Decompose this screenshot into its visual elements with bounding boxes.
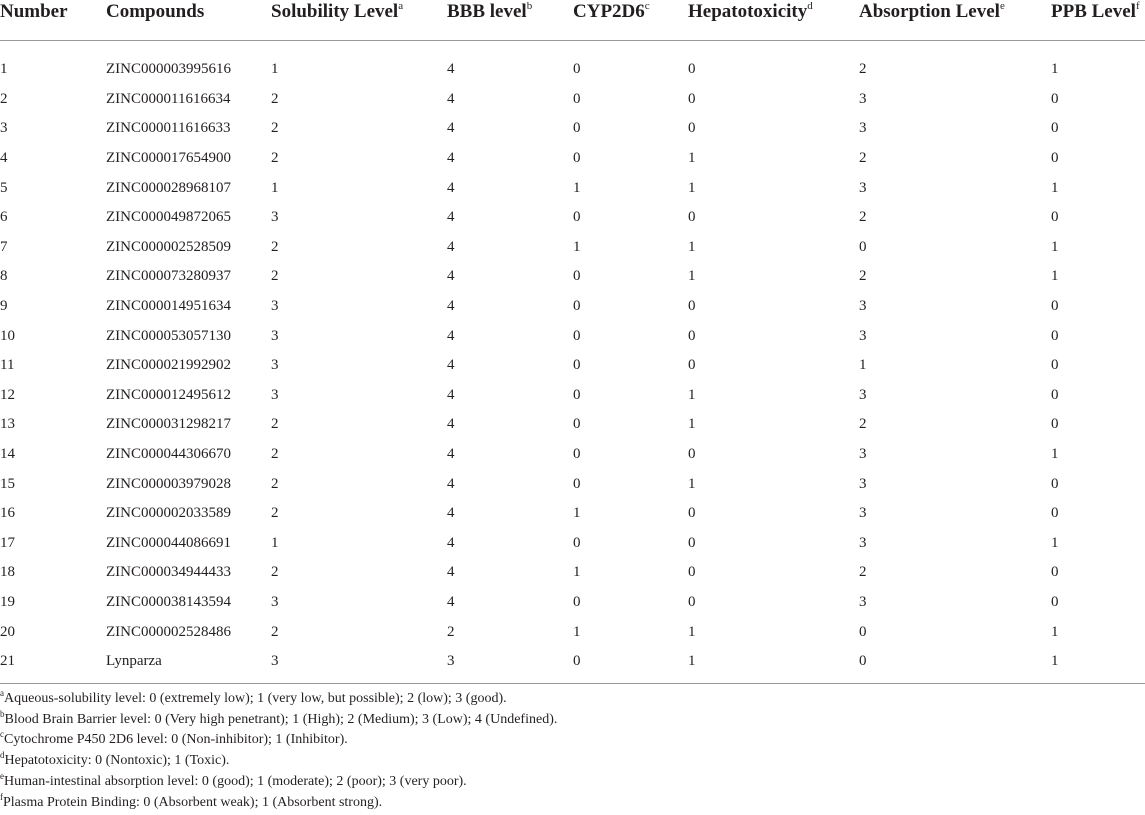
- table-cell: 13: [0, 416, 15, 433]
- compound-cell: ZINC000034944433: [106, 564, 231, 581]
- compound-cell: ZINC000003979028: [106, 475, 231, 492]
- table-cell: 3: [271, 593, 279, 610]
- table-cell: 4: [447, 209, 455, 226]
- table-row: [0, 440, 1145, 470]
- table-cell: 4: [447, 298, 455, 315]
- table-cell: 3: [859, 446, 867, 463]
- table-cell: 2: [271, 150, 279, 167]
- table-row: [0, 262, 1145, 292]
- table-cell: 1: [0, 61, 8, 78]
- column-header-label: Compounds: [106, 1, 205, 22]
- footnote-marker: d: [807, 0, 813, 12]
- table-body: [0, 41, 1145, 687]
- table-cell: 3: [859, 327, 867, 344]
- table-cell: 1: [688, 179, 696, 196]
- table-row: [0, 351, 1145, 381]
- table-cell: 0: [573, 357, 581, 374]
- column-header-label: BBB level: [447, 1, 527, 22]
- table-row: [0, 469, 1145, 499]
- table-cell: 1: [1051, 623, 1059, 640]
- table-cell: 3: [447, 653, 455, 670]
- table-cell: 17: [0, 534, 15, 551]
- table-cell: 0: [573, 120, 581, 137]
- table-cell: 3: [859, 120, 867, 137]
- table-cell: 2: [447, 623, 455, 640]
- table-cell: 0: [573, 446, 581, 463]
- footnote-text: Plasma Protein Binding: 0 (Absorbent weak); 1 (Absorbent strong).: [3, 794, 383, 810]
- table-cell: 1: [688, 150, 696, 167]
- table-cell: 4: [447, 150, 455, 167]
- footnote: [0, 751, 1145, 772]
- table-cell: 0: [1051, 298, 1059, 315]
- table-cell: 0: [573, 386, 581, 403]
- table-row: [0, 558, 1145, 588]
- table-row: [0, 292, 1145, 322]
- table-cell: 4: [447, 386, 455, 403]
- table-cell: 1: [688, 475, 696, 492]
- column-header-label: Hepatotoxicity: [688, 1, 808, 22]
- footnote: [0, 772, 1145, 793]
- table-cell: 4: [447, 357, 455, 374]
- table-cell: 0: [573, 534, 581, 551]
- table-row: [0, 233, 1145, 263]
- table-cell: 2: [271, 623, 279, 640]
- table-bottom-rule: [0, 683, 1145, 684]
- table-row: [0, 617, 1145, 647]
- footnotes: [0, 689, 1145, 813]
- table-cell: 3: [271, 327, 279, 344]
- table-cell: 3: [271, 386, 279, 403]
- table-cell: 10: [0, 327, 15, 344]
- table-cell: 1: [271, 179, 279, 196]
- footnote-marker: a: [0, 688, 4, 698]
- table-cell: 2: [271, 238, 279, 255]
- column-header: [106, 0, 271, 41]
- footnote-text: Human-intestinal absorption level: 0 (good); 1 (moderate); 2 (poor); 3 (very poor).: [4, 773, 467, 789]
- compound-cell: ZINC000012495612: [106, 386, 231, 403]
- table-cell: 4: [447, 90, 455, 107]
- table-cell: 1: [1051, 446, 1059, 463]
- table-cell: 1: [573, 623, 581, 640]
- table-cell: 0: [1051, 209, 1059, 226]
- column-header-label: CYP2D6: [573, 1, 645, 22]
- table-row: [0, 173, 1145, 203]
- compound-cell: ZINC000038143594: [106, 593, 231, 610]
- table-cell: 15: [0, 475, 15, 492]
- table-cell: 0: [1051, 475, 1059, 492]
- table-cell: 1: [1051, 534, 1059, 551]
- table-cell: 0: [688, 120, 696, 137]
- footnote: [0, 793, 1145, 814]
- table-row: [0, 321, 1145, 351]
- table-cell: 0: [688, 357, 696, 374]
- table-cell: 1: [1051, 179, 1059, 196]
- footnote-marker: b: [0, 708, 5, 719]
- table-row: [0, 144, 1145, 174]
- table-cell: 3: [271, 357, 279, 374]
- footnote-marker: e: [999, 0, 1005, 12]
- table-cell: 3: [0, 120, 8, 137]
- table-cell: 2: [271, 475, 279, 492]
- table-cell: 2: [271, 120, 279, 137]
- table-cell: 2: [271, 446, 279, 463]
- table-cell: 4: [447, 475, 455, 492]
- compound-cell: ZINC000002528486: [106, 623, 231, 640]
- compound-cell: ZINC000002528509: [106, 238, 231, 255]
- table-cell: 0: [1051, 357, 1059, 374]
- table-cell: 4: [0, 150, 8, 167]
- footnote: [0, 730, 1145, 751]
- footnote-marker: c: [644, 0, 650, 12]
- footnote: [0, 689, 1145, 710]
- footnote-marker: a: [398, 0, 404, 12]
- table-cell: 1: [271, 61, 279, 78]
- table-cell: 3: [859, 505, 867, 522]
- compound-cell: ZINC000003995616: [106, 61, 231, 78]
- table-cell: 0: [688, 446, 696, 463]
- footnote-marker: e: [0, 770, 4, 781]
- table-cell: 3: [271, 653, 279, 670]
- table-row: [0, 647, 1145, 687]
- table-cell: 1: [271, 534, 279, 551]
- table-cell: 1: [1051, 238, 1059, 255]
- table-cell: 0: [573, 61, 581, 78]
- table-row: [0, 203, 1145, 233]
- column-header: [0, 0, 106, 41]
- column-header-label: PPB Level: [1051, 1, 1136, 22]
- table-cell: 1: [859, 357, 867, 374]
- table-cell: 0: [1051, 90, 1059, 107]
- table-header: [0, 0, 1145, 41]
- compound-cell: ZINC000002033589: [106, 505, 231, 522]
- table-cell: 1: [688, 623, 696, 640]
- table-cell: 1: [573, 238, 581, 255]
- table-cell: 1: [573, 505, 581, 522]
- column-header: [447, 0, 573, 41]
- footnote: [0, 710, 1145, 731]
- footnote-text: Cytochrome P450 2D6 level: 0 (Non-inhibitor); 1 (Inhibitor).: [4, 732, 348, 748]
- compound-cell: ZINC000017654900: [106, 150, 231, 167]
- table-cell: 2: [271, 90, 279, 107]
- table-cell: 1: [688, 238, 696, 255]
- table-cell: 11: [0, 357, 15, 374]
- table-cell: 1: [688, 416, 696, 433]
- footnote-marker: b: [526, 0, 533, 12]
- table-cell: 3: [859, 475, 867, 492]
- table-cell: 4: [447, 327, 455, 344]
- table-cell: 1: [688, 268, 696, 285]
- table-cell: 0: [859, 623, 867, 640]
- table-cell: 0: [1051, 505, 1059, 522]
- table-cell: 4: [447, 268, 455, 285]
- table-row: [0, 588, 1145, 618]
- table-cell: 1: [688, 653, 696, 670]
- table-cell: 0: [1051, 416, 1059, 433]
- compound-cell: ZINC000028968107: [106, 179, 231, 196]
- compound-cell: ZINC000073280937: [106, 268, 231, 285]
- compound-cell: ZINC000044086691: [106, 534, 231, 551]
- table-cell: 4: [447, 179, 455, 196]
- table-cell: 6: [0, 209, 8, 226]
- table-cell: 0: [688, 327, 696, 344]
- table-row: [0, 85, 1145, 115]
- table-cell: 2: [859, 209, 867, 226]
- compound-cell: ZINC000053057130: [106, 327, 231, 344]
- compound-cell: ZINC000011616633: [106, 120, 231, 137]
- table-cell: 9: [0, 298, 8, 315]
- table-cell: 12: [0, 386, 15, 403]
- table-cell: 0: [1051, 327, 1059, 344]
- table-row: [0, 499, 1145, 529]
- footnote-marker: f: [0, 791, 3, 802]
- column-header: [688, 0, 859, 41]
- table-cell: 5: [0, 179, 8, 196]
- table-cell: 0: [573, 209, 581, 226]
- table-row: [0, 41, 1145, 85]
- table-cell: 0: [688, 298, 696, 315]
- compound-cell: ZINC000021992902: [106, 357, 231, 374]
- table-cell: 21: [0, 653, 15, 670]
- table-cell: 20: [0, 623, 15, 640]
- column-header-label: Number: [0, 1, 68, 22]
- table-cell: 1: [1051, 653, 1059, 670]
- table-cell: 4: [447, 446, 455, 463]
- table-cell: 2: [271, 505, 279, 522]
- table-cell: 18: [0, 564, 15, 581]
- compound-cell: ZINC000014951634: [106, 298, 231, 315]
- table-cell: 2: [859, 150, 867, 167]
- table-cell: 14: [0, 446, 15, 463]
- column-header: [271, 0, 447, 41]
- compound-cell: ZINC000031298217: [106, 416, 231, 433]
- table-cell: 1: [1051, 61, 1059, 78]
- table-cell: 1: [1051, 268, 1059, 285]
- table-cell: 2: [271, 268, 279, 285]
- table-cell: 4: [447, 61, 455, 78]
- table-row: [0, 410, 1145, 440]
- column-header: [573, 0, 688, 41]
- table-cell: 3: [859, 298, 867, 315]
- column-header: [859, 0, 1051, 41]
- footnote-marker: f: [1135, 0, 1140, 12]
- table-cell: 0: [573, 150, 581, 167]
- table-cell: 4: [447, 534, 455, 551]
- table-cell: 4: [447, 238, 455, 255]
- column-header: [1051, 0, 1145, 41]
- table-cell: 4: [447, 120, 455, 137]
- table-cell: 2: [859, 61, 867, 78]
- compound-cell: Lynparza: [106, 653, 162, 670]
- table-cell: 2: [859, 564, 867, 581]
- table-cell: 0: [573, 475, 581, 492]
- table-cell: 0: [688, 564, 696, 581]
- header-row: [0, 0, 1145, 41]
- table-cell: 0: [688, 534, 696, 551]
- table-cell: 0: [573, 298, 581, 315]
- column-header-label: Solubility Level: [271, 1, 399, 22]
- compound-cell: ZINC000049872065: [106, 209, 231, 226]
- table-cell: 2: [859, 416, 867, 433]
- table-cell: 0: [688, 505, 696, 522]
- table-row: [0, 381, 1145, 411]
- compound-cell: ZINC000044306670: [106, 446, 231, 463]
- table-cell: 1: [573, 179, 581, 196]
- footnote-marker: d: [0, 750, 5, 761]
- table-cell: 4: [447, 505, 455, 522]
- table-cell: 0: [1051, 386, 1059, 403]
- table-cell: 0: [1051, 564, 1059, 581]
- table-cell: 16: [0, 505, 15, 522]
- table-cell: 0: [573, 653, 581, 670]
- table-cell: 0: [688, 209, 696, 226]
- table-cell: 2: [271, 564, 279, 581]
- table-cell: 0: [859, 238, 867, 255]
- table-cell: 0: [1051, 593, 1059, 610]
- table-cell: 0: [1051, 150, 1059, 167]
- table-cell: 3: [271, 209, 279, 226]
- table-cell: 0: [688, 90, 696, 107]
- column-header-label: Absorption Level: [859, 1, 1000, 22]
- table-cell: 0: [688, 593, 696, 610]
- table-cell: 3: [859, 90, 867, 107]
- table-cell: 7: [0, 238, 8, 255]
- table-cell: 4: [447, 593, 455, 610]
- compound-cell: ZINC000011616634: [106, 90, 231, 107]
- table-cell: 19: [0, 593, 15, 610]
- table-cell: 0: [573, 593, 581, 610]
- footnote-text: Aqueous-solubility level: 0 (extremely low); 1 (very low, but possible); 2 (low); 3 (good).: [4, 691, 507, 706]
- footnote-text: Hepatotoxicity: 0 (Nontoxic); 1 (Toxic).: [4, 753, 230, 769]
- table-cell: 0: [573, 268, 581, 285]
- table-cell: 4: [447, 416, 455, 433]
- table-row: [0, 114, 1145, 144]
- table-cell: 2: [859, 268, 867, 285]
- table-cell: 1: [573, 564, 581, 581]
- table-cell: 0: [688, 61, 696, 78]
- table-cell: 4: [447, 564, 455, 581]
- table-cell: 3: [859, 593, 867, 610]
- footnote-text: Blood Brain Barrier level: 0 (Very high penetrant); 1 (High); 2 (Medium); 3 (Low); 4 (Undefined).: [4, 711, 558, 727]
- table-cell: 2: [271, 416, 279, 433]
- table-row: [0, 529, 1145, 559]
- table-cell: 3: [859, 386, 867, 403]
- table-cell: 1: [688, 386, 696, 403]
- footnote-marker: c: [0, 729, 4, 740]
- table-cell: 3: [271, 298, 279, 315]
- table-cell: 2: [0, 90, 8, 107]
- table-cell: 3: [859, 179, 867, 196]
- table-cell: 0: [573, 90, 581, 107]
- table-cell: 8: [0, 268, 8, 285]
- table-cell: 0: [859, 653, 867, 670]
- table-cell: 0: [573, 416, 581, 433]
- table-cell: 0: [573, 327, 581, 344]
- table-cell: 0: [1051, 120, 1059, 137]
- table-cell: 3: [859, 534, 867, 551]
